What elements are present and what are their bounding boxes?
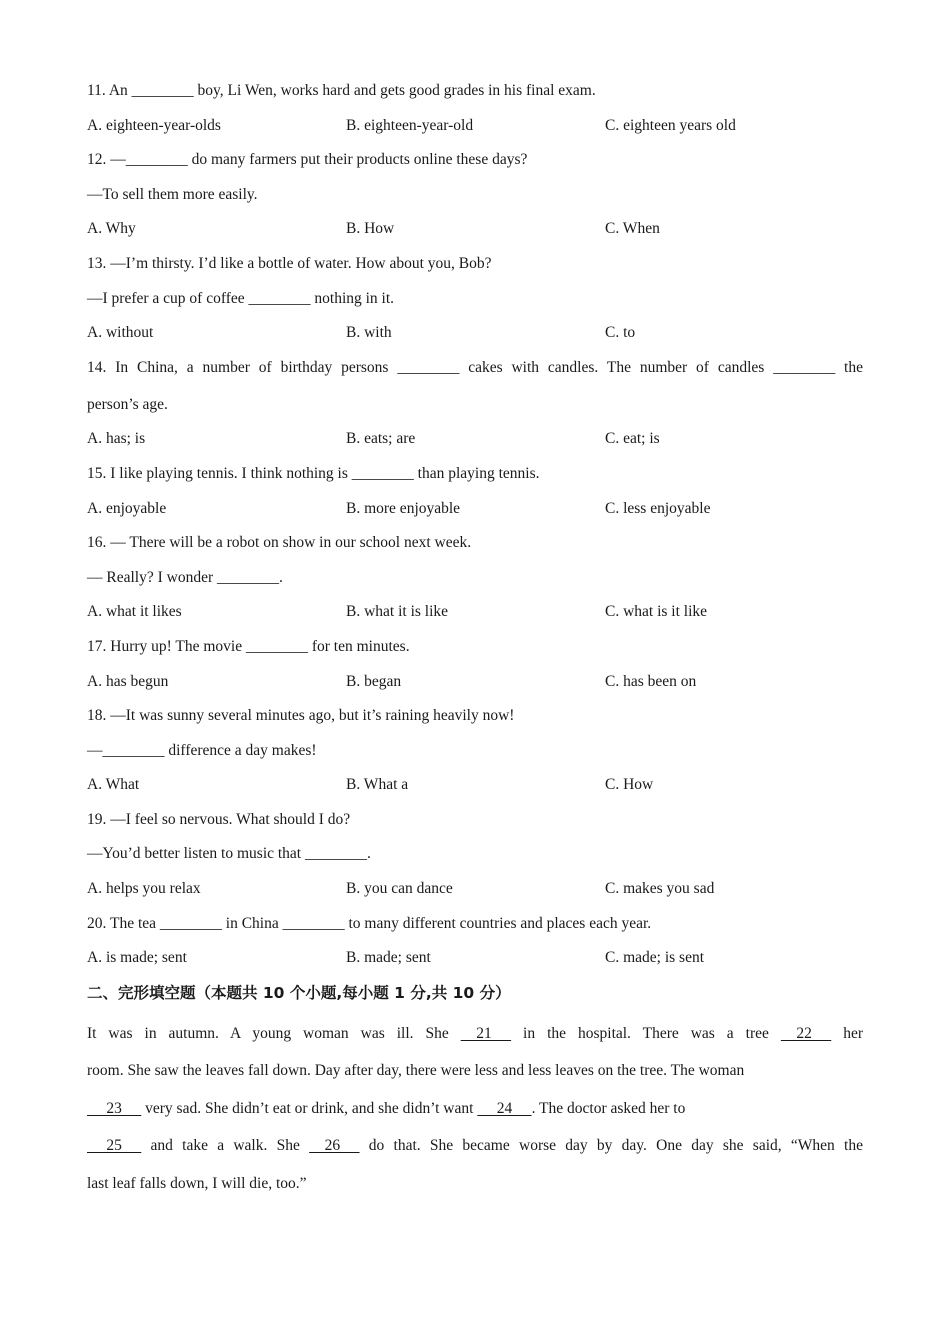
question-19: [87, 807, 863, 911]
options-row: [87, 772, 863, 807]
blank-24[interactable]: 24: [477, 1099, 532, 1117]
option-a[interactable]: A. is made; sent: [87, 949, 187, 967]
passage-text: very sad. She didn’t eat or drink, and she didn’t want: [141, 1099, 478, 1117]
cloze-passage: [87, 1015, 863, 1203]
blank-23[interactable]: 23: [87, 1099, 142, 1117]
option-c[interactable]: C. made; is sent: [605, 949, 705, 967]
question-17: [87, 634, 863, 703]
passage-line-2: room. She saw the leaves fall down. Day after day, there were less and less leaves on the tree. The woman: [87, 1062, 745, 1080]
question-12: [87, 147, 863, 251]
question-stem: 13. —I’m thirsty. I’d like a bottle of water. How about you, Bob?: [87, 254, 492, 272]
passage-text: It was in autumn. A young woman was ill. She: [87, 1024, 461, 1042]
question-stem: 14. In China, a number of birthday persons ________ cakes with candles. The number of candles ________ the: [87, 358, 863, 376]
options-row: [87, 426, 863, 461]
option-c[interactable]: C. eat; is: [605, 430, 660, 448]
question-14: [87, 355, 863, 461]
question-18: [87, 703, 863, 807]
question-stem: 15. I like playing tennis. I think nothing is ________ than playing tennis.: [87, 464, 540, 482]
question-stem: 17. Hurry up! The movie ________ for ten minutes.: [87, 637, 410, 655]
passage-text: . The doctor asked her to: [531, 1099, 686, 1117]
passage-text: do that. She became worse day by day. One day she said, “When the: [359, 1137, 863, 1155]
passage-line-3: [87, 1090, 863, 1128]
option-b[interactable]: B. made; sent: [346, 949, 431, 967]
question-stem: 12. —________ do many farmers put their products online these days?: [87, 151, 528, 169]
option-c[interactable]: C. has been on: [605, 672, 697, 690]
option-b[interactable]: B. eighteen-year-old: [346, 116, 474, 134]
question-stem: 11. An ________ boy, Li Wen, works hard and gets good grades in his final exam.: [87, 82, 596, 99]
blank-21[interactable]: 21: [460, 1024, 512, 1042]
option-a[interactable]: A. enjoyable: [87, 499, 167, 517]
option-c[interactable]: C. less enjoyable: [605, 499, 711, 517]
question-stem: 18. —It was sunny several minutes ago, but it’s raining heavily now!: [87, 707, 515, 725]
option-a[interactable]: A. helps you relax: [87, 880, 201, 898]
passage-text: and take a walk. She: [141, 1137, 310, 1155]
options-row: [87, 599, 863, 634]
option-c[interactable]: C. When: [605, 220, 660, 238]
blank-26[interactable]: 26: [309, 1137, 360, 1155]
option-a[interactable]: A. without: [87, 324, 154, 342]
option-a[interactable]: A. has; is: [87, 430, 146, 448]
blank-22[interactable]: 22: [780, 1024, 832, 1042]
option-b[interactable]: B. with: [346, 324, 392, 342]
option-c[interactable]: C. eighteen years old: [605, 116, 736, 134]
question-20: [87, 911, 863, 980]
passage-text: her: [831, 1024, 863, 1042]
question-stem: 19. —I feel so nervous. What should I do?: [87, 810, 351, 828]
question-stem: 20. The tea ________ in China ________ to many different countries and places each year.: [87, 914, 652, 932]
passage-text: in the hospital. There was a tree: [511, 1024, 781, 1042]
question-13: [87, 251, 863, 355]
question-stem: 16. — There will be a robot on show in our school next week.: [87, 534, 472, 552]
question-stem-reply: —________ difference a day makes!: [87, 741, 317, 759]
options-row: [87, 113, 863, 148]
option-a[interactable]: A. Why: [87, 220, 136, 238]
passage-line-4: [87, 1127, 863, 1165]
question-stem-reply: —You’d better listen to music that ________.: [87, 845, 371, 863]
question-stem-reply: — Really? I wonder ________.: [87, 568, 283, 586]
option-b[interactable]: B. what it is like: [346, 603, 449, 621]
options-row: [87, 496, 863, 531]
option-a[interactable]: A. What: [87, 776, 140, 794]
option-a[interactable]: A. eighteen-year-olds: [87, 116, 221, 134]
section-title: 二、完形填空题（本题共 10 个小题,每小题 1 分,共 10 分）: [87, 983, 511, 1002]
option-b[interactable]: B. you can dance: [346, 880, 453, 898]
options-row: [87, 669, 863, 704]
passage-line-5: last leaf falls down, I will die, too.”: [87, 1174, 307, 1192]
options-row: [87, 320, 863, 355]
question-stem-reply: —To sell them more easily.: [87, 185, 258, 203]
option-b[interactable]: B. began: [346, 672, 402, 690]
option-b[interactable]: B. What a: [346, 776, 409, 794]
option-a[interactable]: A. has begun: [87, 672, 169, 690]
question-stem-reply: —I prefer a cup of coffee ________ nothing in it.: [87, 289, 395, 307]
exam-page: [87, 78, 863, 1202]
question-16: [87, 530, 863, 634]
option-c[interactable]: C. makes you sad: [605, 880, 715, 898]
option-b[interactable]: B. How: [346, 220, 395, 238]
options-row: [87, 945, 863, 980]
option-b[interactable]: B. eats; are: [346, 430, 416, 448]
question-11: [87, 78, 863, 147]
options-row: [87, 876, 863, 911]
question-15: [87, 461, 863, 530]
blank-25[interactable]: 25: [87, 1137, 142, 1155]
option-a[interactable]: A. what it likes: [87, 603, 182, 621]
option-c[interactable]: C. How: [605, 776, 654, 794]
option-c[interactable]: C. what is it like: [605, 603, 708, 621]
options-row: [87, 216, 863, 251]
passage-line-1: [87, 1015, 863, 1053]
question-stem-continued: person’s age.: [87, 395, 168, 413]
option-c[interactable]: C. to: [605, 324, 636, 342]
option-b[interactable]: B. more enjoyable: [346, 499, 461, 517]
